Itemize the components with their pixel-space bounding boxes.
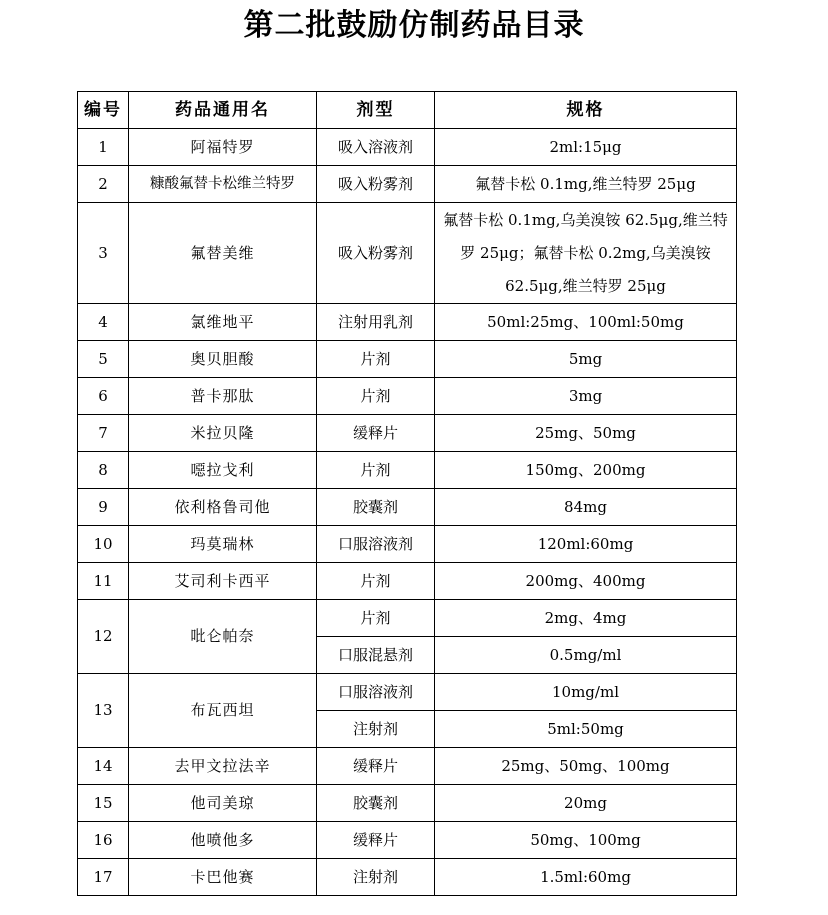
cell-no: 1 (78, 129, 129, 166)
cell-no: 13 (78, 674, 129, 748)
cell-spec: 50ml:25mg、100ml:50mg (435, 304, 737, 341)
header-no: 编号 (78, 92, 129, 129)
cell-no: 17 (78, 859, 129, 896)
cell-form: 缓释片 (317, 415, 435, 452)
cell-no: 16 (78, 822, 129, 859)
table-row (78, 378, 737, 415)
cell-form: 注射剂 (317, 711, 435, 748)
cell-name: 去甲文拉法辛 (129, 748, 317, 785)
cell-spec: 84mg (435, 489, 737, 526)
cell-form: 口服溶液剂 (317, 674, 435, 711)
cell-name: 米拉贝隆 (129, 415, 317, 452)
cell-name: 奥贝胆酸 (129, 341, 317, 378)
cell-spec: 5ml:50mg (435, 711, 737, 748)
cell-no: 15 (78, 785, 129, 822)
cell-spec: 0.5mg/ml (435, 637, 737, 674)
cell-spec: 5mg (435, 341, 737, 378)
cell-name: 阿福特罗 (129, 129, 317, 166)
cell-name: 玛莫瑞林 (129, 526, 317, 563)
cell-spec: 氟替卡松 0.1mg,维兰特罗 25μg (435, 166, 737, 203)
table-row (78, 674, 737, 711)
cell-form: 吸入溶液剂 (317, 129, 435, 166)
cell-name: 糠酸氟替卡松维兰特罗 (129, 166, 317, 203)
header-spec: 规格 (435, 92, 737, 129)
cell-spec: 200mg、400mg (435, 563, 737, 600)
table-row (78, 129, 737, 166)
cell-spec (435, 203, 737, 304)
cell-no: 14 (78, 748, 129, 785)
table-row (78, 822, 737, 859)
cell-spec: 25mg、50mg、100mg (435, 748, 737, 785)
cell-form: 胶囊剂 (317, 785, 435, 822)
cell-form: 注射用乳剂 (317, 304, 435, 341)
table-row (78, 166, 737, 203)
table-row (78, 341, 737, 378)
cell-no: 2 (78, 166, 129, 203)
cell-spec: 120ml:60mg (435, 526, 737, 563)
cell-spec: 25mg、50mg (435, 415, 737, 452)
cell-spec: 50mg、100mg (435, 822, 737, 859)
cell-no: 10 (78, 526, 129, 563)
table-row (78, 563, 737, 600)
cell-form: 缓释片 (317, 822, 435, 859)
cell-spec: 1.5ml:60mg (435, 859, 737, 896)
table-row (78, 748, 737, 785)
cell-spec: 3mg (435, 378, 737, 415)
cell-form: 口服混悬剂 (317, 637, 435, 674)
cell-form: 缓释片 (317, 748, 435, 785)
cell-spec: 2mg、4mg (435, 600, 737, 637)
header-name: 药品通用名 (129, 92, 317, 129)
cell-spec: 150mg、200mg (435, 452, 737, 489)
table-row (78, 600, 737, 637)
cell-name: 噁拉戈利 (129, 452, 317, 489)
drug-catalog-table (77, 91, 737, 896)
table-row (78, 859, 737, 896)
cell-name: 他喷他多 (129, 822, 317, 859)
cell-form: 片剂 (317, 563, 435, 600)
cell-name: 氟替美维 (129, 203, 317, 304)
cell-no: 6 (78, 378, 129, 415)
cell-spec-text: 氟替卡松 0.1mg,乌美溴铵 62.5μg,维兰特罗 25μg；氟替卡松 0.2mg,乌美溴铵 62.5μg,维兰特罗 25μg (443, 210, 728, 295)
cell-form: 吸入粉雾剂 (317, 203, 435, 304)
cell-form: 片剂 (317, 452, 435, 489)
cell-name: 布瓦西坦 (129, 674, 317, 748)
cell-no: 8 (78, 452, 129, 489)
cell-spec: 20mg (435, 785, 737, 822)
cell-form: 片剂 (317, 341, 435, 378)
cell-name: 艾司利卡西平 (129, 563, 317, 600)
cell-form: 口服溶液剂 (317, 526, 435, 563)
cell-no: 9 (78, 489, 129, 526)
table-row (78, 452, 737, 489)
table-row (78, 785, 737, 822)
cell-no: 3 (78, 203, 129, 304)
table-row (78, 489, 737, 526)
table-header-row (78, 92, 737, 129)
table-row (78, 304, 737, 341)
cell-no: 5 (78, 341, 129, 378)
cell-name: 卡巴他赛 (129, 859, 317, 896)
table-row (78, 526, 737, 563)
cell-spec: 10mg/ml (435, 674, 737, 711)
cell-no: 4 (78, 304, 129, 341)
cell-form: 片剂 (317, 378, 435, 415)
table-row (78, 203, 737, 304)
cell-spec: 2ml:15μg (435, 129, 737, 166)
table-row (78, 415, 737, 452)
cell-no: 7 (78, 415, 129, 452)
cell-no: 11 (78, 563, 129, 600)
cell-form: 胶囊剂 (317, 489, 435, 526)
cell-form: 注射剂 (317, 859, 435, 896)
cell-name: 依利格鲁司他 (129, 489, 317, 526)
cell-form: 吸入粉雾剂 (317, 166, 435, 203)
cell-name: 吡仑帕奈 (129, 600, 317, 674)
cell-name: 普卡那肽 (129, 378, 317, 415)
cell-form: 片剂 (317, 600, 435, 637)
cell-name: 他司美琼 (129, 785, 317, 822)
header-form: 剂型 (317, 92, 435, 129)
cell-name: 氯维地平 (129, 304, 317, 341)
page-title: 第二批鼓励仿制药品目录 (243, 8, 585, 43)
cell-no: 12 (78, 600, 129, 674)
